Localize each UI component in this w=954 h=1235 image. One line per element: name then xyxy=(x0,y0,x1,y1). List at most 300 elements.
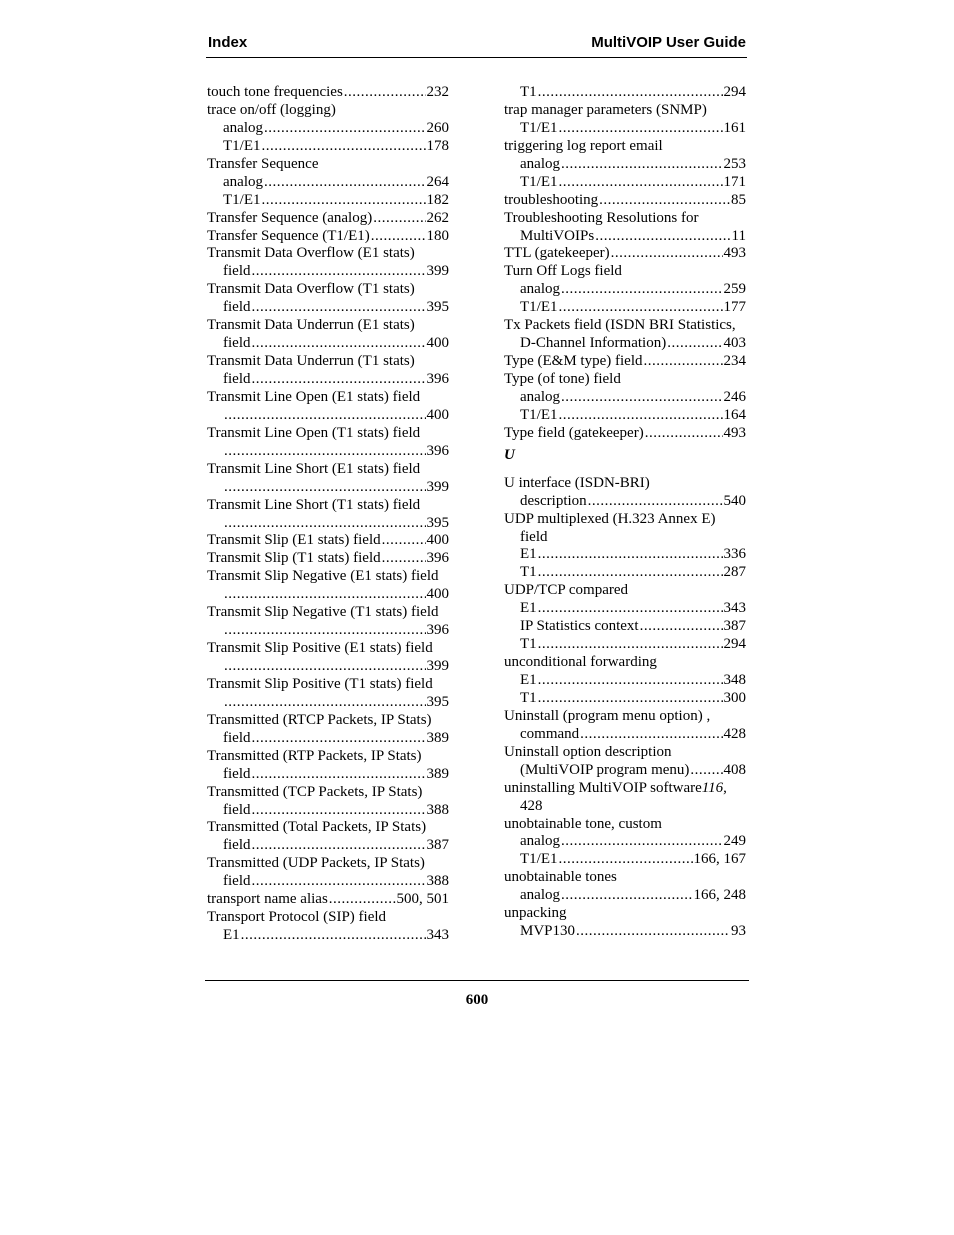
index-term: field xyxy=(223,729,251,746)
index-entry xyxy=(207,891,449,909)
index-term-tail: , xyxy=(723,779,727,796)
index-subentry xyxy=(207,730,449,748)
index-term: T1/E1 xyxy=(223,191,261,208)
dot-leader xyxy=(559,299,723,317)
index-subentry xyxy=(207,371,449,389)
index-page-ref: 166, 248 xyxy=(693,887,746,904)
index-page-ref: 232 xyxy=(426,84,449,100)
index-term: Transmit Line Short (E1 stats) field xyxy=(207,460,421,477)
index-term: field xyxy=(223,837,251,854)
index-subentry xyxy=(504,923,746,941)
dot-leader xyxy=(224,515,426,533)
index-entry xyxy=(207,210,449,228)
dot-leader xyxy=(241,927,426,945)
index-term: Turn Off Logs field xyxy=(504,263,622,280)
dot-leader xyxy=(382,532,426,550)
dot-leader xyxy=(667,335,722,353)
index-entry xyxy=(207,819,449,837)
index-page-ref: 253 xyxy=(723,155,746,172)
dot-leader xyxy=(561,887,693,905)
index-term: T1/E1 xyxy=(520,119,558,136)
dot-leader xyxy=(559,851,693,869)
dot-leader xyxy=(538,546,723,564)
index-page-ref: 234 xyxy=(723,353,746,370)
index-subentry xyxy=(207,837,449,855)
index-page-ref: 164 xyxy=(723,406,746,423)
header-section-title: Index xyxy=(208,34,248,51)
dot-leader xyxy=(344,84,426,102)
index-term: Transfer Sequence (T1/E1) xyxy=(207,227,370,244)
index-term: Transfer Sequence xyxy=(207,155,319,172)
index-term: Type (E&M type) field xyxy=(504,353,643,370)
index-subentry xyxy=(504,407,746,425)
dot-leader xyxy=(252,263,426,281)
index-term: Transmit Line Short (T1 stats) field xyxy=(207,496,421,513)
index-page-ref: 182 xyxy=(426,191,449,208)
index-term: Tx Packets field (ISDN BRI Statistics, xyxy=(504,317,736,334)
dot-leader xyxy=(224,586,426,604)
index-subentry xyxy=(504,851,746,869)
dot-leader xyxy=(252,802,426,820)
index-term: UDP multiplexed (H.323 Annex E) xyxy=(504,510,716,527)
index-term: unobtainable tone, custom xyxy=(504,815,662,832)
index-entry xyxy=(207,568,449,586)
index-page-ref: 396 xyxy=(426,442,449,459)
index-term: field xyxy=(520,528,548,545)
index-page-ref: 396 xyxy=(426,550,449,567)
index-subentry xyxy=(504,887,746,905)
index-term: Transmit Data Underrun (E1 stats) xyxy=(207,317,415,334)
index-page-ref: 493 xyxy=(723,245,746,262)
index-term: IP Statistics context xyxy=(520,618,639,635)
index-entry xyxy=(207,676,449,694)
page-header xyxy=(206,33,747,58)
index-entry xyxy=(207,532,449,550)
index-page-ref: 161 xyxy=(723,119,746,136)
index-term: Transmit Line Open (E1 stats) field xyxy=(207,388,421,405)
index-term: Transfer Sequence (analog) xyxy=(207,209,373,226)
index-page-ref: 400 xyxy=(426,406,449,423)
index-page-ref: 395 xyxy=(426,693,449,710)
dot-leader xyxy=(645,425,723,443)
index-term: analog xyxy=(520,281,560,298)
dot-leader xyxy=(559,120,723,138)
index-page-ref: 399 xyxy=(426,478,449,495)
index-entry xyxy=(207,640,449,658)
dot-leader xyxy=(580,726,722,744)
index-entry xyxy=(504,371,746,389)
index-term: Transmitted (RTP Packets, IP Stats) xyxy=(207,747,422,764)
index-entry xyxy=(504,317,746,335)
index-subentry xyxy=(207,479,449,497)
dot-leader xyxy=(595,228,730,246)
dot-leader xyxy=(264,174,426,192)
dot-leader xyxy=(252,335,426,353)
index-term: MVP130 xyxy=(520,923,576,940)
index-subentry xyxy=(504,156,746,174)
index-term: (MultiVOIP program menu) xyxy=(520,761,690,778)
index-subentry xyxy=(504,281,746,299)
index-page-ref: 93 xyxy=(731,923,746,940)
dot-leader xyxy=(538,564,723,582)
dot-leader xyxy=(252,299,426,317)
index-term: unconditional forwarding xyxy=(504,654,657,671)
index-page-ref: 403 xyxy=(723,335,746,352)
dot-leader xyxy=(640,618,723,636)
index-entry xyxy=(504,353,746,371)
index-term: transport name alias xyxy=(207,891,328,908)
index-entry xyxy=(207,353,449,371)
index-entry xyxy=(207,604,449,622)
index-subentry xyxy=(504,174,746,192)
index-term: U interface (ISDN-BRI) xyxy=(504,474,650,491)
dot-leader xyxy=(538,672,723,690)
index-entry xyxy=(504,780,746,798)
index-subentry xyxy=(207,263,449,281)
index-term: uninstalling MultiVOIP software xyxy=(504,779,702,796)
dot-leader xyxy=(252,371,426,389)
index-term: Transmitted (TCP Packets, IP Stats) xyxy=(207,783,423,800)
dot-leader xyxy=(559,174,723,192)
page-number: 600 xyxy=(465,992,489,1008)
index-entry xyxy=(504,744,746,762)
index-term: Transmit Slip Negative (E1 stats) field xyxy=(207,568,439,585)
index-term: unobtainable tones xyxy=(504,869,617,886)
dot-leader xyxy=(538,84,723,102)
index-entry xyxy=(207,156,449,174)
index-subentry xyxy=(207,443,449,461)
index-term: T1 xyxy=(520,564,537,581)
index-term: Type (of tone) field xyxy=(504,371,621,387)
dot-leader xyxy=(644,353,723,371)
index-entry xyxy=(207,909,449,927)
index-term: field xyxy=(223,263,251,280)
index-page-ref: 85 xyxy=(731,191,746,208)
dot-leader xyxy=(373,210,425,228)
dot-leader xyxy=(561,281,723,299)
index-entry xyxy=(504,869,746,887)
index-term: U xyxy=(504,446,515,463)
index-term: 428 xyxy=(520,797,543,814)
dot-leader xyxy=(561,389,723,407)
index-entry xyxy=(504,475,746,493)
index-page-ref: 343 xyxy=(723,600,746,617)
index-term: Transmit Slip (T1 stats) field xyxy=(207,550,381,567)
index-page-ref: 408 xyxy=(723,761,746,778)
index-page-ref: 493 xyxy=(723,424,746,441)
dot-leader xyxy=(371,228,426,246)
index-page-ref: 400 xyxy=(426,586,449,603)
dot-leader xyxy=(382,550,426,568)
index-page-ref: 540 xyxy=(723,492,746,509)
index-term: field xyxy=(223,371,251,387)
index-page-ref: 166, 167 xyxy=(693,851,746,868)
index-term: troubleshooting xyxy=(504,191,599,208)
dot-leader xyxy=(561,156,723,174)
dot-leader xyxy=(224,658,426,676)
dot-leader xyxy=(252,873,426,891)
index-page-ref: 180 xyxy=(426,227,449,244)
index-page-ref: 388 xyxy=(426,873,449,890)
index-term: analog xyxy=(223,119,263,136)
index-entry xyxy=(504,245,746,263)
index-term: T1/E1 xyxy=(520,173,558,190)
index-subentry xyxy=(207,299,449,317)
index-subentry xyxy=(504,672,746,690)
index-section-letter xyxy=(504,447,746,465)
index-term: touch tone frequencies xyxy=(207,84,343,100)
index-term: Uninstall (program menu option) , xyxy=(504,707,711,724)
index-term: TTL (gatekeeper) xyxy=(504,245,610,262)
index-subentry xyxy=(207,120,449,138)
index-subentry xyxy=(207,622,449,640)
index-page-ref: 116 xyxy=(701,779,724,796)
index-page-ref: 387 xyxy=(723,618,746,635)
index-term: analog xyxy=(223,173,263,190)
index-subentry xyxy=(504,228,746,246)
index-term: E1 xyxy=(520,600,537,617)
dot-leader xyxy=(538,600,723,618)
index-subentry xyxy=(207,873,449,891)
dot-leader xyxy=(329,891,396,909)
index-entry xyxy=(504,102,746,120)
index-entry xyxy=(207,317,449,335)
dot-leader xyxy=(538,690,723,708)
index-subentry xyxy=(207,407,449,425)
index-term: Transmit Slip Positive (T1 stats) field xyxy=(207,675,433,692)
index-entry xyxy=(504,425,746,443)
index-page-ref: 171 xyxy=(723,173,746,190)
index-entry xyxy=(207,461,449,479)
index-page-ref: 300 xyxy=(723,689,746,706)
dot-leader xyxy=(264,120,426,138)
index-term: MultiVOIPs xyxy=(520,227,595,244)
index-subentry xyxy=(504,299,746,317)
index-entry xyxy=(504,511,746,529)
index-subentry xyxy=(504,564,746,582)
index-subentry xyxy=(504,690,746,708)
index-term: field xyxy=(223,335,251,352)
index-page-ref: 399 xyxy=(426,658,449,674)
index-entry xyxy=(504,708,746,726)
index-term: description xyxy=(520,492,587,509)
dot-leader xyxy=(262,192,426,210)
index-term: UDP/TCP compared xyxy=(504,582,629,599)
index-page-ref: 294 xyxy=(723,636,746,653)
index-entry xyxy=(207,425,449,443)
index-subentry xyxy=(207,927,449,945)
index-page-ref: 395 xyxy=(426,299,449,316)
index-term: T1/E1 xyxy=(520,299,558,316)
index-entry xyxy=(504,138,746,156)
dot-leader xyxy=(252,730,426,748)
index-subentry xyxy=(504,798,746,816)
index-subentry xyxy=(207,138,449,156)
index-term: analog xyxy=(520,388,560,405)
index-term: field xyxy=(223,873,251,890)
dot-leader xyxy=(561,833,723,851)
dot-leader xyxy=(224,407,426,425)
index-term: Transmit Slip Positive (E1 stats) field xyxy=(207,640,433,657)
index-term: Transmitted (UDP Packets, IP Stats) xyxy=(207,855,425,872)
index-subentry xyxy=(504,762,746,780)
index-entry xyxy=(504,816,746,834)
index-subentry xyxy=(504,493,746,511)
index-subentry xyxy=(504,529,746,547)
index-term: Troubleshooting Resolutions for xyxy=(504,209,699,226)
index-entry xyxy=(504,192,746,210)
index-subentry xyxy=(504,335,746,353)
index-term: triggering log report email xyxy=(504,137,663,154)
index-page-ref: 11 xyxy=(731,227,746,244)
index-term: Transmit Data Overflow (E1 stats) xyxy=(207,245,415,262)
index-entry xyxy=(504,582,746,600)
index-entry xyxy=(207,102,449,120)
index-page-ref: 260 xyxy=(426,119,449,136)
index-entry xyxy=(207,748,449,766)
index-page-ref: 396 xyxy=(426,371,449,387)
index-term: field xyxy=(223,765,251,782)
index-term: E1 xyxy=(520,546,537,563)
index-entry xyxy=(504,210,746,228)
dot-leader xyxy=(576,923,730,941)
index-term: Transmit Slip Negative (T1 stats) field xyxy=(207,604,439,621)
index-term: Type field (gatekeeper) xyxy=(504,424,644,441)
index-column-right xyxy=(504,84,746,941)
index-page-ref: 400 xyxy=(426,335,449,352)
index-page-ref: 262 xyxy=(426,209,449,226)
index-term: T1 xyxy=(520,636,537,653)
dot-leader xyxy=(538,636,723,654)
index-page-ref: 395 xyxy=(426,514,449,531)
index-term: Uninstall option description xyxy=(504,743,672,760)
index-subentry xyxy=(207,658,449,676)
index-term: Transmit Line Open (T1 stats) field xyxy=(207,424,421,441)
index-page-ref: 387 xyxy=(426,837,449,854)
dot-leader xyxy=(224,694,426,712)
index-term: T1 xyxy=(520,689,537,706)
index-page-ref: 500, 501 xyxy=(396,891,449,908)
index-subentry xyxy=(207,174,449,192)
index-page-ref: 259 xyxy=(723,281,746,298)
index-page-ref: 399 xyxy=(426,263,449,280)
page-footer xyxy=(205,980,749,1008)
index-page-ref: 396 xyxy=(426,622,449,639)
index-term: T1/E1 xyxy=(520,851,558,868)
dot-leader xyxy=(559,407,723,425)
index-page-ref: 178 xyxy=(426,137,449,154)
index-term: Transmit Data Overflow (T1 stats) xyxy=(207,281,415,298)
index-subentry xyxy=(207,515,449,533)
index-page-ref: 246 xyxy=(723,388,746,405)
index-term: command xyxy=(520,725,580,742)
dot-leader xyxy=(252,837,426,855)
index-subentry xyxy=(504,600,746,618)
index-term: T1 xyxy=(520,84,537,100)
index-page-ref: 177 xyxy=(723,299,746,316)
index-page-ref: 388 xyxy=(426,801,449,818)
index-page-ref: 400 xyxy=(426,532,449,549)
index-page-ref: 428 xyxy=(723,725,746,742)
dot-leader xyxy=(690,762,722,780)
index-subentry xyxy=(504,546,746,564)
header-document-title: MultiVOIP User Guide xyxy=(591,34,746,51)
index-subentry xyxy=(504,726,746,744)
index-subentry xyxy=(504,833,746,851)
index-page-ref: 336 xyxy=(723,546,746,563)
index-entry xyxy=(504,654,746,672)
index-page-ref: 348 xyxy=(723,672,746,688)
index-term: field xyxy=(223,299,251,316)
index-column-left xyxy=(207,84,449,945)
dot-leader xyxy=(599,192,730,210)
index-page-ref: 343 xyxy=(426,927,449,944)
index-subentry xyxy=(504,389,746,407)
index-page-ref: 389 xyxy=(426,729,449,746)
index-term: T1/E1 xyxy=(223,137,261,154)
index-page-ref: 249 xyxy=(723,833,746,850)
index-page-ref: 287 xyxy=(723,564,746,581)
index-term: Transmitted (Total Packets, IP Stats) xyxy=(207,819,427,836)
index-entry xyxy=(207,550,449,568)
index-entry xyxy=(207,389,449,407)
index-term: Transmit Slip (E1 stats) field xyxy=(207,532,381,549)
index-term: T1/E1 xyxy=(520,406,558,423)
index-term: field xyxy=(223,801,251,818)
index-entry xyxy=(504,905,746,923)
index-subentry xyxy=(207,766,449,784)
index-subentry xyxy=(504,618,746,636)
index-subentry xyxy=(504,120,746,138)
dot-leader xyxy=(611,245,723,263)
index-entry xyxy=(207,855,449,873)
index-subentry xyxy=(504,636,746,654)
dot-leader xyxy=(262,138,426,156)
index-term: unpacking xyxy=(504,905,567,922)
index-entry xyxy=(207,245,449,263)
index-entry xyxy=(207,497,449,515)
dot-leader xyxy=(588,493,723,511)
index-term: trace on/off (logging) xyxy=(207,101,336,118)
index-entry xyxy=(504,263,746,281)
index-term: Transport Protocol (SIP) field xyxy=(207,909,387,926)
index-page-ref: 389 xyxy=(426,765,449,782)
index-subentry xyxy=(207,694,449,712)
index-term: E1 xyxy=(223,927,240,944)
index-subentry xyxy=(207,802,449,820)
index-subentry xyxy=(207,335,449,353)
index-term: analog xyxy=(520,155,560,172)
index-entry xyxy=(207,784,449,802)
dot-leader xyxy=(252,766,426,784)
index-term: analog xyxy=(520,887,560,904)
index-term: Transmit Data Underrun (T1 stats) xyxy=(207,353,415,370)
index-term: D-Channel Information) xyxy=(520,335,667,352)
dot-leader xyxy=(224,443,426,461)
index-term: analog xyxy=(520,833,560,850)
index-term: E1 xyxy=(520,672,537,688)
index-entry xyxy=(207,281,449,299)
index-term: trap manager parameters (SNMP) xyxy=(504,101,707,118)
index-subentry xyxy=(207,586,449,604)
index-subentry xyxy=(207,192,449,210)
index-term: Transmitted (RTCP Packets, IP Stats) xyxy=(207,711,432,728)
index-entry xyxy=(207,84,449,102)
index-subentry xyxy=(504,84,746,102)
dot-leader xyxy=(224,622,426,640)
index-page-ref: 264 xyxy=(426,173,449,190)
index-entry xyxy=(207,228,449,246)
